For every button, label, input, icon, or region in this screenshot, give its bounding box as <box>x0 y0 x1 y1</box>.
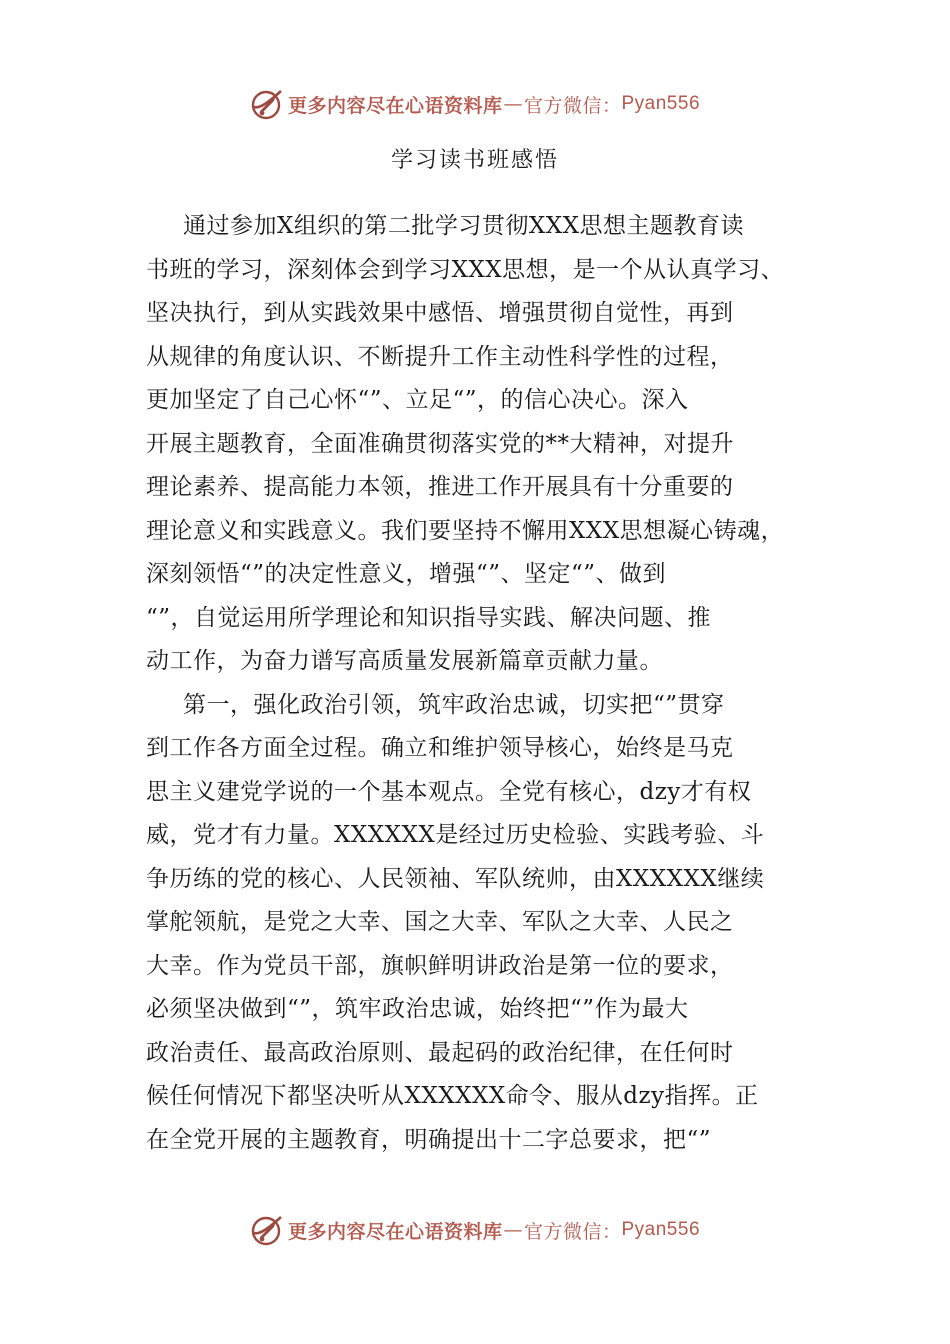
quill-seal-logo-icon <box>250 1213 284 1247</box>
text-line: 政治责任、最高政治原则、最起码的政治纪律，在任何时 <box>146 1039 734 1066</box>
watermark-contact-id: Pyan556 <box>621 93 701 114</box>
text-line: 从规律的角度认识、不断提升工作主动性科学性的过程， <box>146 343 734 370</box>
text-line: 第一，强化政治引领，筑牢政治忠诚，切实把“”贯穿 <box>183 691 725 718</box>
watermark-contact-label: 官方微信： <box>523 1220 622 1243</box>
text-line: 开展主题教育，全面准确贯彻落实党的**大精神，对提升 <box>146 430 734 457</box>
paragraph-2 <box>146 684 826 1163</box>
header-watermark-banner <box>0 82 950 126</box>
text-line: 到工作各方面全过程。确立和维护领导核心，始终是马克 <box>146 735 734 761</box>
text-line: 更加坚定了自己心怀“”、立足“”，的信心决心。深入 <box>146 387 689 413</box>
text-line: 大幸。作为党员干部，旗帜鲜明讲政治是第一位的要求， <box>146 952 734 979</box>
text-line: 掌舵领航，是党之大幸、国之大幸、军队之大幸、人民之 <box>146 909 734 935</box>
text-line: “”，自觉运用所学理论和知识指导实践、解决问题、推 <box>146 604 712 631</box>
text-line: 通过参加X组织的第二批学习贯彻XXX思想主题教育读 <box>183 213 744 239</box>
watermark-separator: — <box>503 93 523 115</box>
watermark-contact-label: 官方微信： <box>523 94 622 117</box>
text-line: 深刻领悟“”的决定性意义，增强“”、坚定“”、做到 <box>146 561 667 587</box>
text-line: 争历练的党的核心、人民领袖、军队统帅，由XXXXXX继续 <box>146 865 765 892</box>
text-line: 坚决执行，到从实践效果中感悟、增强贯彻自觉性，再到 <box>146 300 734 326</box>
quill-seal-logo-icon <box>250 87 284 121</box>
watermark-text: 更多内容尽在心语资料库 <box>287 94 503 117</box>
paragraph-1 <box>146 205 826 684</box>
watermark-text: 更多内容尽在心语资料库 <box>287 1220 503 1243</box>
text-line: 威，党才有力量。XXXXXX是经过历史检验、实践考验、斗 <box>146 822 765 848</box>
text-line: 书班的学习，深刻体会到学习XXX思想，是一个从认真学习、 <box>146 256 785 283</box>
text-line: 理论意义和实践意义。我们要坚持不懈用XXX思想凝心铸魂， <box>146 517 785 544</box>
text-line: 候任何情况下都坚决听从XXXXXX命令、服从dzy指挥。正 <box>146 1083 759 1109</box>
text-line: 思主义建党学说的一个基本观点。全党有核心，dzy才有权 <box>146 778 752 805</box>
footer-watermark-banner <box>0 1208 950 1252</box>
text-line: 动工作，为奋力谱写高质量发展新篇章贡献力量。 <box>146 648 663 674</box>
document-title: 学习读书班感悟 <box>390 148 559 173</box>
text-line: 必须坚决做到“”，筑牢政治忠诚，始终把“”作为最大 <box>146 996 689 1022</box>
text-line: 理论素养、提高能力本领，推进工作开展具有十分重要的 <box>146 474 734 500</box>
watermark-contact-id: Pyan556 <box>621 1219 701 1240</box>
document-body <box>146 205 826 1162</box>
text-line: 在全党开展的主题教育，明确提出十二字总要求，把“” <box>146 1126 712 1153</box>
watermark-separator: — <box>503 1219 523 1241</box>
